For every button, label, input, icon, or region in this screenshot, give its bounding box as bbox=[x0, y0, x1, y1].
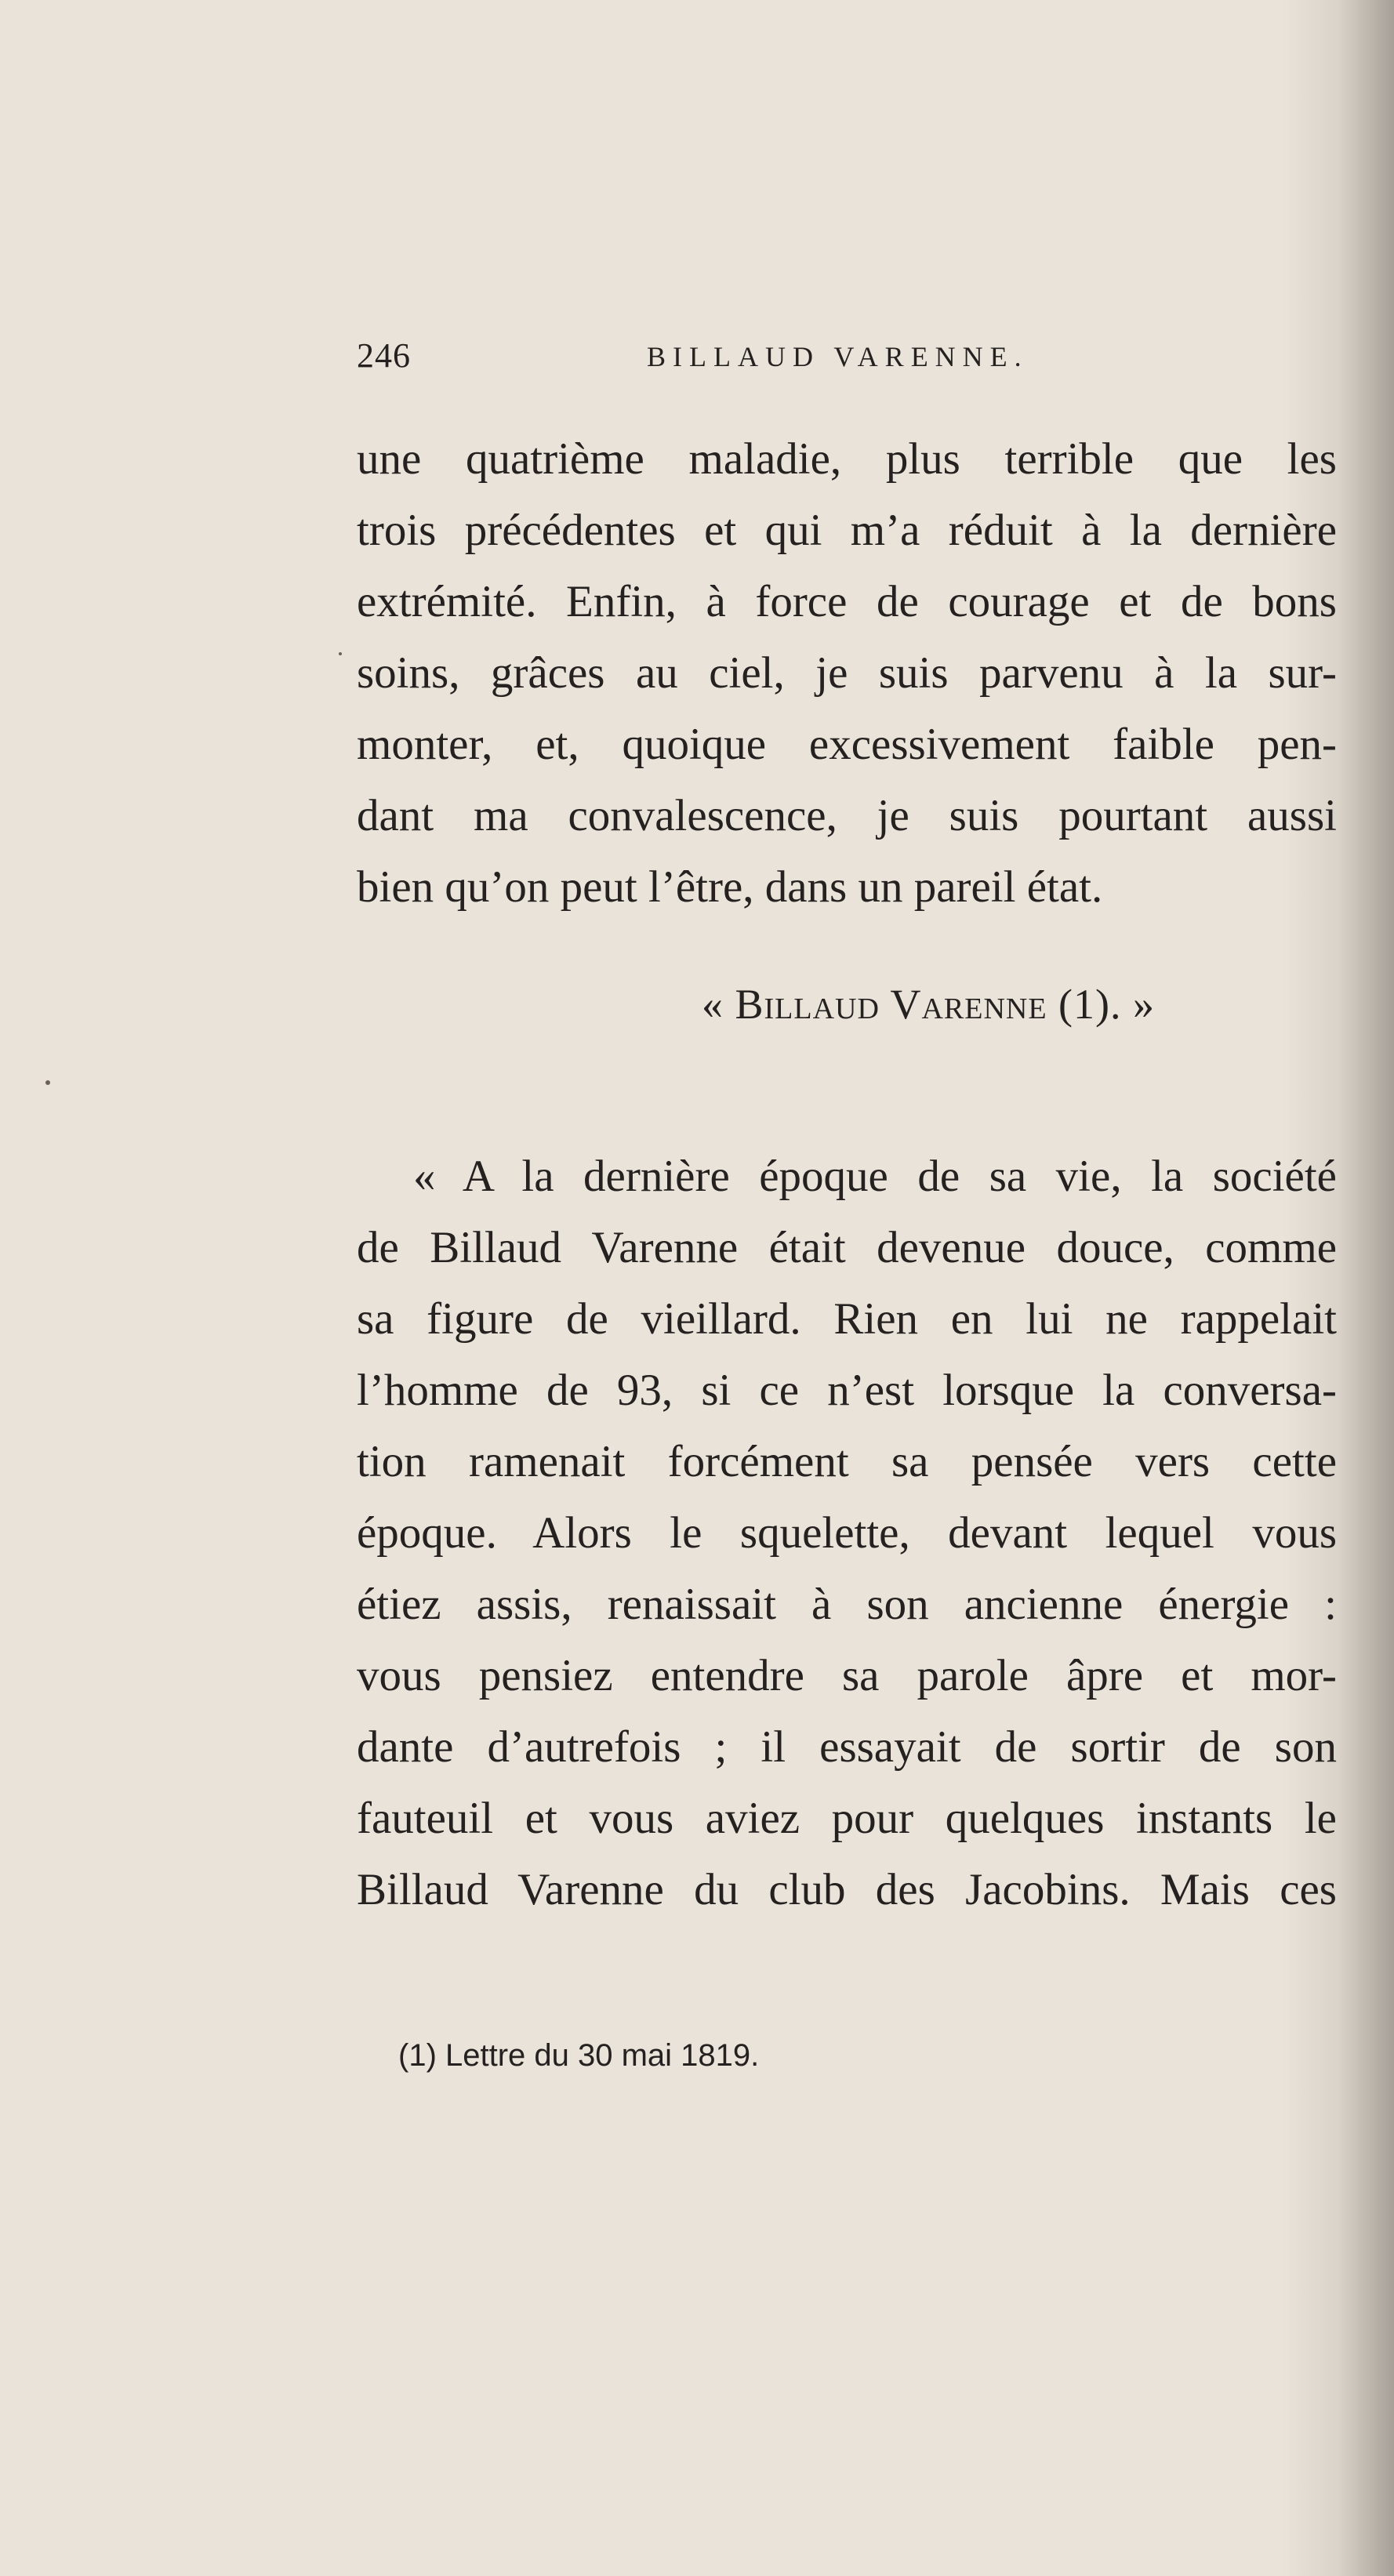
paper-speck bbox=[339, 652, 342, 655]
paper-speck bbox=[45, 1080, 50, 1085]
running-title: BILLAUD VARENNE. bbox=[647, 341, 1029, 372]
text-line: trois précédentes et qui m’a réduit à la dernière bbox=[357, 506, 1337, 555]
text-line: monter, et, quoique excessivement faible pen- bbox=[357, 720, 1337, 769]
footnote: (1) Lettre du 30 mai 1819. bbox=[398, 2038, 760, 2073]
letter-paragraph bbox=[357, 423, 1337, 923]
text-line: Billaud Varenne du club des Jacobins. Mais ces bbox=[357, 1865, 1337, 1914]
text-line: fauteuil et vous aviez pour quelques instants le bbox=[357, 1794, 1337, 1843]
running-head bbox=[357, 336, 1329, 383]
text-line: soins, grâces au ciel, je suis parvenu à la sur- bbox=[357, 648, 1337, 698]
text-line: dante d’autrefois ; il essayait de sortir de son bbox=[357, 1722, 1337, 1772]
letter-signature bbox=[702, 980, 1155, 1029]
text-line: l’homme de 93, si ce n’est lorsque la conversa- bbox=[357, 1366, 1337, 1415]
text-line: époque. Alors le squelette, devant lequel vous bbox=[357, 1508, 1337, 1558]
text-line: dant ma convalescence, je suis pourtant aussi bbox=[357, 791, 1337, 840]
text-line: vous pensiez entendre sa parole âpre et mor- bbox=[357, 1651, 1337, 1700]
signature-close-quote: » bbox=[1133, 981, 1156, 1028]
signature-open-quote: « bbox=[702, 981, 724, 1028]
text-line: « A la dernière époque de sa vie, la société bbox=[413, 1152, 1337, 1201]
page-number: 246 bbox=[357, 336, 411, 375]
text-line: sa figure de vieillard. Rien en lui ne rappelait bbox=[357, 1294, 1337, 1344]
narrative-paragraph bbox=[357, 1141, 1337, 1925]
text-line: bien qu’on peut l’être, dans un pareil état. bbox=[357, 862, 1103, 912]
text-line: étiez assis, renaissait à son ancienne énergie : bbox=[357, 1580, 1337, 1629]
text-line: une quatrième maladie, plus terrible que les bbox=[357, 434, 1337, 484]
text-line: extrémité. Enfin, à force de courage et de bons bbox=[357, 577, 1337, 626]
signature-name: Billaud Varenne bbox=[735, 981, 1047, 1028]
text-line: tion ramenait forcément sa pensée vers cette bbox=[357, 1437, 1337, 1486]
footnote-reference: (1). bbox=[1058, 981, 1122, 1028]
text-line: de Billaud Varenne était devenue douce, comme bbox=[357, 1223, 1337, 1272]
